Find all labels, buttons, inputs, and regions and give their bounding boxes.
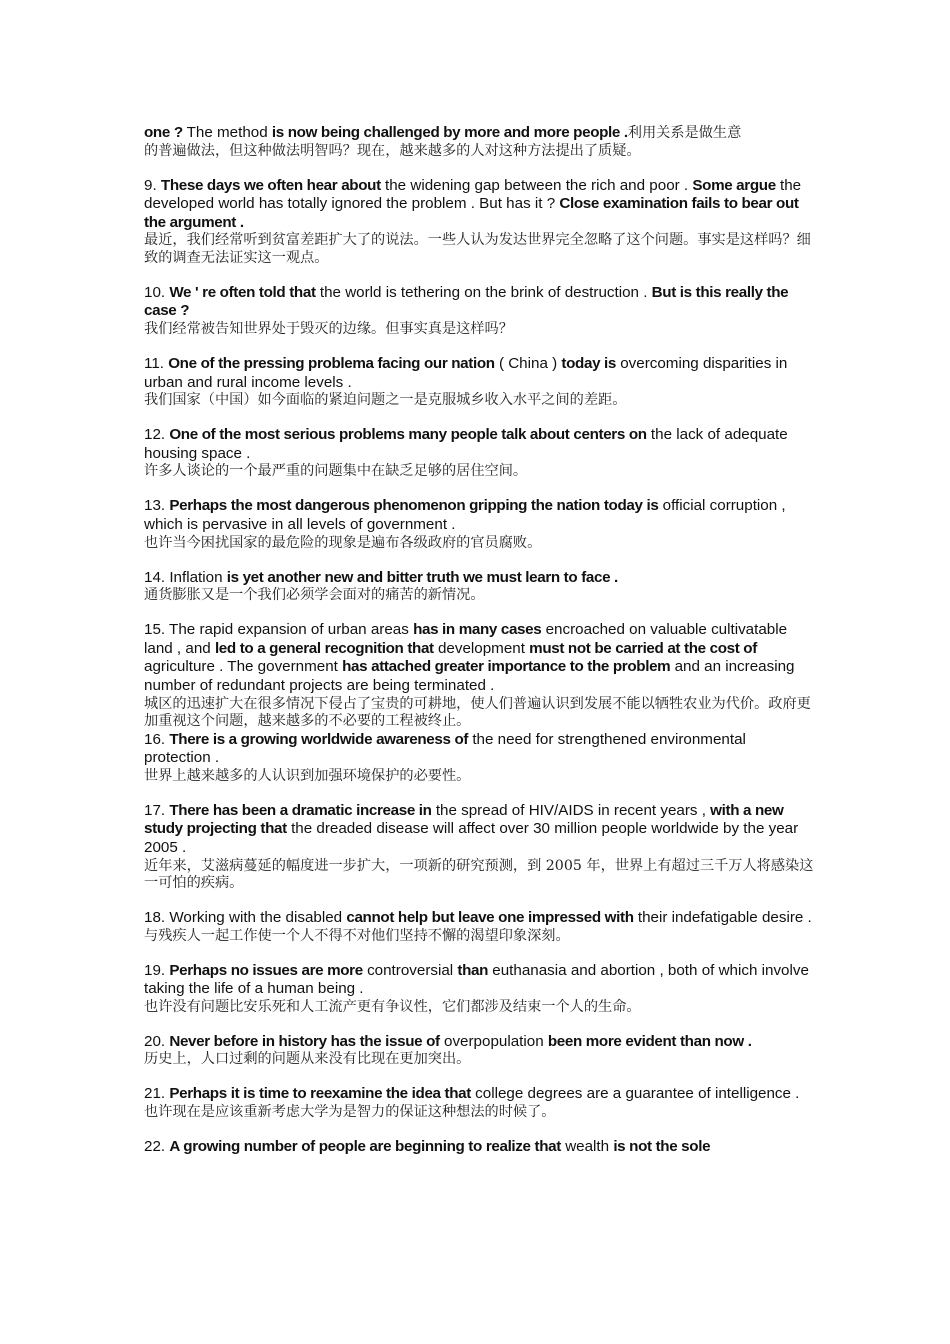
- sentence-text: 10.: [144, 283, 170, 301]
- sentence-entry-15: [144, 621, 814, 730]
- sentence-text: 9.: [144, 176, 161, 194]
- key-phrase: Never before in history has the issue of: [169, 1032, 440, 1050]
- sentence-text: college degrees are a guarantee of intelligence .: [470, 1085, 800, 1103]
- key-phrase: been more evident than now .: [547, 1032, 752, 1050]
- chinese-translation: 我们国家（中国）如今面临的紧迫问题之一是克服城乡收入水平之间的差距。: [144, 392, 627, 409]
- chinese-translation: 城区的迅速扩大在很多情况下侵占了宝贵的可耕地，使人们普遍认识到发展不能以牺牲农业为代价。政府更加重视这个问题，越来越多的不必要的工程被终止。: [144, 695, 811, 730]
- english-sentence: [144, 355, 814, 392]
- key-phrase: is not the sole: [613, 1138, 711, 1156]
- key-phrase: These days we often hear about: [160, 176, 381, 194]
- key-phrase: Close examination fails to bear out the argument .: [144, 195, 799, 231]
- key-phrase: than: [457, 961, 489, 979]
- sentence-entry-10: [144, 284, 814, 339]
- key-phrase: Perhaps no issues are more: [169, 961, 363, 979]
- sentence-text: controversial: [362, 961, 458, 979]
- sentence-entry-14: [144, 569, 814, 605]
- english-sentence: [144, 426, 814, 463]
- sentence-text: the spread of HIV/AIDS in recent years ,: [431, 801, 711, 819]
- key-phrase: Perhaps the most dangerous phenomenon gripping the nation today is: [169, 497, 659, 515]
- sentence-entry-19: [144, 962, 814, 1017]
- sentence-text: 16.: [144, 730, 170, 748]
- sentence-text: development: [433, 639, 530, 657]
- sentence-text: 21.: [144, 1085, 170, 1103]
- chinese-translation: 的普遍做法，但这种做法明智吗？现在，越来越多的人对这种方法提出了质疑。: [144, 142, 641, 159]
- sentence-entry-21: [144, 1085, 814, 1121]
- key-phrase: Perhaps it is time to reexamine the idea that: [169, 1085, 471, 1103]
- english-sentence: [144, 284, 814, 321]
- english-sentence: [144, 962, 814, 999]
- sentence-text: and an increasing number of redundant projects are being terminated .: [144, 658, 795, 694]
- key-phrase: one ?: [144, 124, 187, 141]
- sentence-text: wealth: [560, 1138, 614, 1156]
- key-phrase: A growing number of people are beginning to realize that: [169, 1138, 561, 1156]
- sentence-text: The method: [186, 124, 272, 141]
- key-phrase: One of the pressing problema facing our nation: [168, 355, 495, 373]
- sentence-text: 18. Working with the disabled: [144, 909, 347, 927]
- key-phrase: is yet another new and bitter truth we must learn to face .: [226, 568, 618, 586]
- sentence-text: 22.: [144, 1138, 170, 1156]
- sentence-text: overpopulation: [439, 1032, 548, 1050]
- key-phrase: has in many cases: [413, 621, 542, 639]
- sentence-text: the dreaded disease will affect over 30 million people worldwide by the year 2005 .: [144, 820, 799, 856]
- english-sentence: [144, 731, 814, 768]
- sentence-entry-cont: [144, 124, 814, 160]
- key-phrase: has attached greater importance to the problem: [342, 658, 671, 676]
- chinese-translation: 历史上，人口过剩的问题从来没有比现在更加突出。: [144, 1051, 471, 1068]
- sentence-text: 20.: [144, 1032, 170, 1050]
- chinese-inline-text: 利用关系是做生意: [627, 125, 742, 141]
- sentence-entry-16: [144, 731, 814, 786]
- key-phrase: There has been a dramatic increase in: [169, 801, 432, 819]
- sentence-text: the world is tethering on the brink of destruction .: [315, 283, 652, 301]
- sentence-text: 11.: [144, 355, 169, 373]
- sentence-text: the widening gap between the rich and poor .: [380, 176, 693, 194]
- english-sentence: [144, 621, 814, 695]
- key-phrase: But is this really the case ?: [144, 283, 789, 320]
- key-phrase: cannot help but leave one impressed with: [346, 909, 634, 927]
- sentence-entry-13: [144, 497, 814, 552]
- english-sentence: [144, 569, 814, 588]
- key-phrase: with a new study projecting that: [144, 801, 784, 838]
- chinese-translation: 通货膨胀又是一个我们必须学会面对的痛苦的新情况。: [144, 587, 485, 604]
- sentence-text: 13.: [144, 497, 170, 515]
- sentence-text: 14. Inflation: [144, 568, 227, 586]
- key-phrase: Some argue: [692, 176, 776, 194]
- english-sentence: [144, 1085, 814, 1104]
- sentence-text: overcoming disparities in urban and rural income levels .: [144, 355, 788, 391]
- sentence-text: the lack of adequate housing space .: [144, 426, 788, 462]
- english-sentence: [144, 802, 814, 858]
- english-sentence: [144, 177, 814, 233]
- sentence-text: euthanasia and abortion , both of which involve taking the life of a human being .: [144, 961, 809, 998]
- key-phrase: must not be carried at the cost of: [529, 639, 757, 657]
- english-sentence: [144, 1033, 814, 1052]
- sentence-entry-12: [144, 426, 814, 481]
- key-phrase: One of the most serious problems many people talk about centers on: [169, 426, 647, 444]
- sentence-entry-18: [144, 909, 814, 945]
- chinese-translation: 也许当今困扰国家的最危险的现象是遍布各级政府的官员腐败。: [144, 534, 542, 551]
- sentence-text: 15. The rapid expansion of urban areas: [144, 621, 414, 639]
- sentence-text: agriculture . The government: [144, 658, 343, 676]
- sentence-text: encroached on valuable cultivatable land , and: [144, 621, 788, 657]
- key-phrase: today is: [561, 355, 616, 373]
- sentence-text: their indefatigable desire .: [633, 909, 812, 927]
- sentence-text: ( China ): [494, 355, 562, 373]
- sentence-entry-17: [144, 802, 814, 893]
- chinese-translation: 我们经常被告知世界处于毁灭的边缘。但事实真是这样吗？: [144, 321, 513, 338]
- sentence-text: 19.: [144, 961, 170, 979]
- sentence-text: 12.: [144, 426, 170, 444]
- document-body: [144, 124, 814, 1173]
- english-sentence: [144, 1138, 814, 1157]
- sentence-text: the need for strengthened environmental protection .: [144, 730, 746, 767]
- key-phrase: There is a growing worldwide awareness of: [169, 730, 469, 748]
- key-phrase: We ' re often told that: [169, 283, 316, 301]
- chinese-translation: 与残疾人一起工作使一个人不得不对他们坚持不懈的渴望印象深刻。: [144, 927, 570, 944]
- sentence-text: the developed world has totally ignored the problem . But has it ?: [144, 176, 802, 213]
- key-phrase: is now being challenged by more and more people .: [271, 124, 628, 141]
- chinese-translation: 最近，我们经常听到贫富差距扩大了的说法。一些人认为发达世界完全忽略了这个问题。事实是这样吗？细致的调查无法证实这一观点。: [144, 232, 811, 266]
- chinese-translation: 也许没有问题比安乐死和人工流产更有争议性，它们都涉及结束一个人的生命。: [144, 998, 641, 1015]
- english-sentence: [144, 124, 814, 143]
- chinese-translation: 也许现在是应该重新考虑大学为是智力的保证这种想法的时候了。: [144, 1104, 556, 1121]
- sentence-entry-11: [144, 355, 814, 410]
- english-sentence: [144, 497, 814, 534]
- chinese-translation: 近年来，艾滋病蔓延的幅度进一步扩大，一项新的研究预测，到 2005 年，世界上有超过三千万人将感染这一可怕的疾病。: [144, 857, 814, 892]
- chinese-translation: 许多人谈论的一个最严重的问题集中在缺乏足够的居住空间。: [144, 463, 528, 480]
- sentence-text: official corruption , which is pervasive in all levels of government .: [144, 497, 786, 534]
- sentence-text: 17.: [144, 801, 170, 819]
- chinese-translation: 世界上越来越多的人认识到加强环境保护的必要性。: [144, 767, 471, 784]
- english-sentence: [144, 909, 814, 928]
- sentence-entry-20: [144, 1033, 814, 1069]
- key-phrase: led to a general recognition that: [214, 639, 434, 657]
- sentence-entry-9: [144, 177, 814, 268]
- sentence-entry-22: [144, 1138, 814, 1157]
